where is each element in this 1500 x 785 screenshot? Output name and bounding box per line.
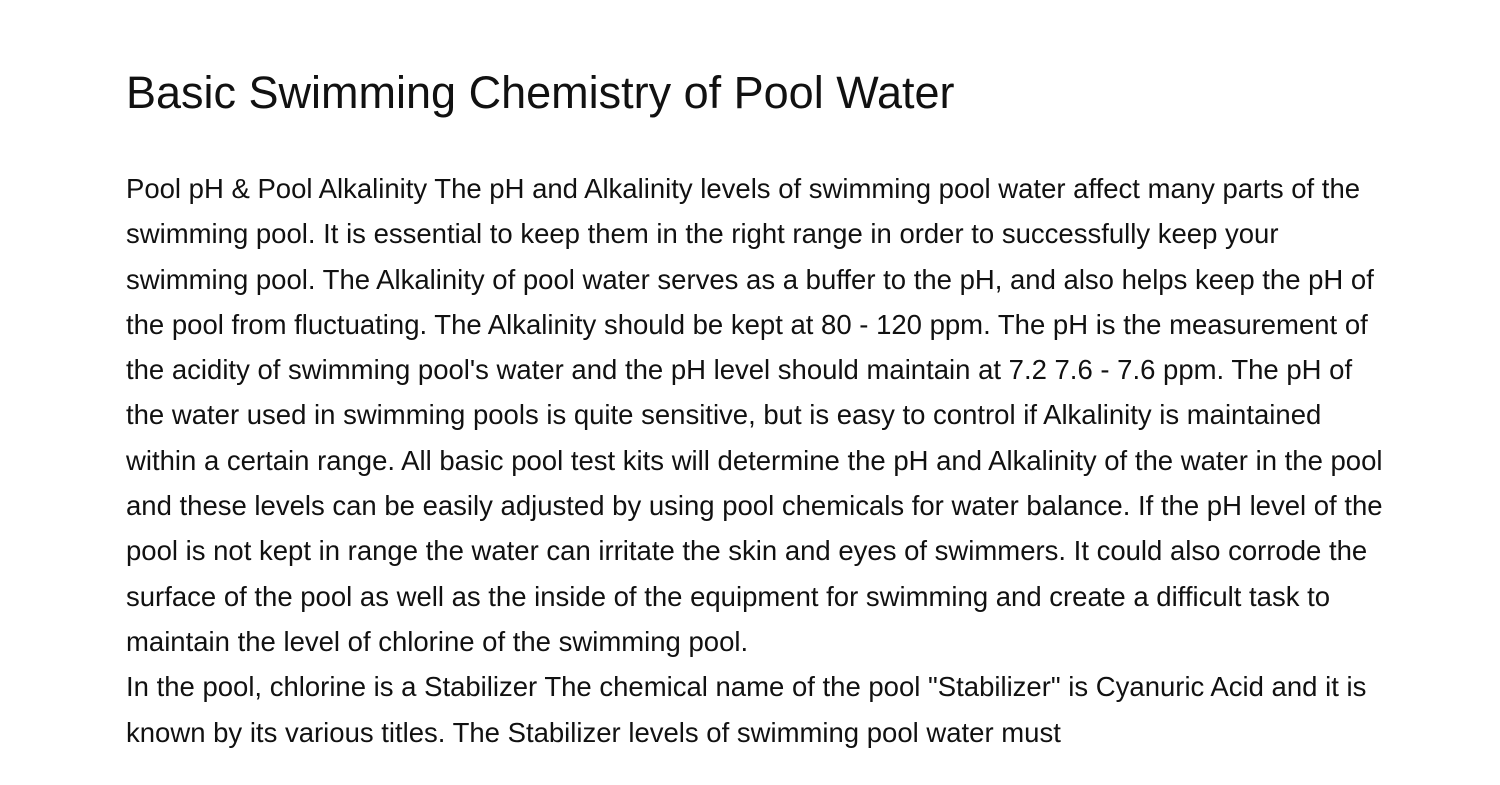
- page-title: Basic Swimming Chemistry of Pool Water: [126, 67, 955, 118]
- document-body: [126, 166, 1386, 755]
- paragraph-stabilizer: In the pool, chlorine is a Stabilizer The chemical name of the pool "Stabilizer" is Cyanuric Acid and it is known by its various titles. The Stabilizer levels of swimming pool water must: [126, 671, 1367, 748]
- paragraph-ph-alkalinity: Pool pH & Pool Alkalinity The pH and Alkalinity levels of swimming pool water affect many parts of the swimming pool. It is essential to keep them in the right range in order to successfully keep your swimming pool. The Alkalinity of pool water serves as a buffer to the pH, and also helps keep the pH of the pool from fluctuating. The Alkalinity should be kept at 80 - 120 ppm. The pH is the measurement of the acidity of swimming pool's water and the pH level should maintain at 7.2 7.6 - 7.6 ppm. The pH of the water used in swimming pools is quite sensitive, but is easy to control if Alkalinity is maintained within a certain range. All basic pool test kits will determine the pH and Alkalinity of the water in the pool and these levels can be easily adjusted by using pool chemicals for water balance. If the pH level of the pool is not kept in range the water can irritate the skin and eyes of swimmers. It could also corrode the surface of the pool as well as the inside of the equipment for swimming and create a difficult task to maintain the level of chlorine of the swimming pool.: [126, 173, 1383, 657]
